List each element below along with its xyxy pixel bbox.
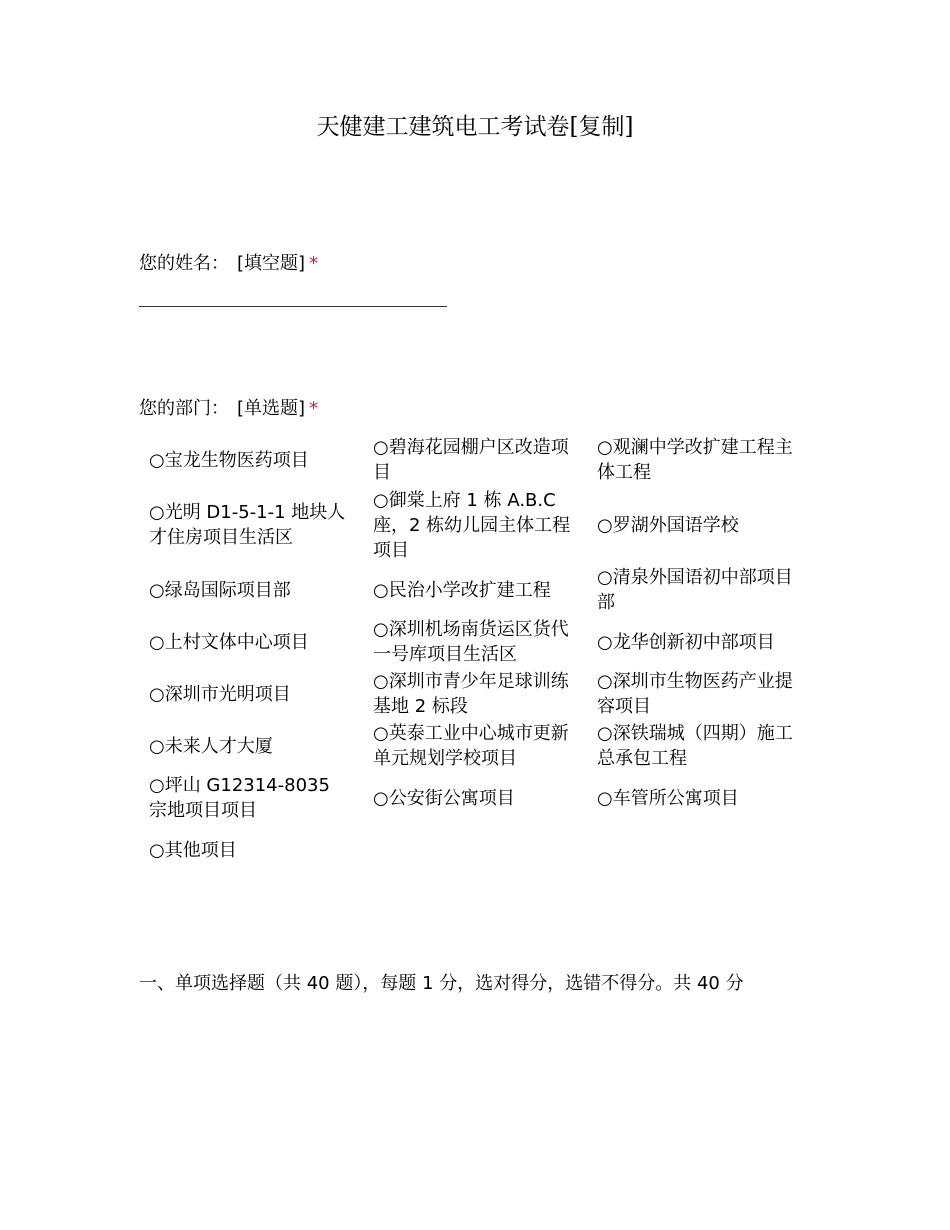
options-row [139, 616, 811, 668]
option-item[interactable]: ○碧海花园棚户区改造项目 [373, 437, 569, 483]
department-options [139, 434, 811, 876]
option-empty-cell [587, 824, 811, 876]
option-item[interactable]: ○罗湖外国语学校 [597, 514, 739, 536]
option-item[interactable]: ○深圳市生物医药产业提容项目 [597, 671, 793, 717]
option-item[interactable]: ○坪山 G12314-8035 宗地项目项目 [149, 775, 330, 821]
option-item[interactable]: ○清泉外国语初中部项目部 [597, 567, 793, 613]
option-item[interactable]: ○深圳市青少年足球训练基地 2 标段 [373, 671, 569, 717]
options-row [139, 824, 811, 876]
option-item[interactable]: ○民治小学改扩建工程 [373, 579, 551, 601]
option-empty-cell [363, 824, 587, 876]
option-item[interactable]: ○观澜中学改扩建工程主体工程 [597, 437, 793, 483]
option-item[interactable]: ○光明 D1-5-1-1 地块人才住房项目生活区 [149, 502, 346, 548]
question-type-tag: [单选题] [237, 398, 306, 419]
options-row [139, 486, 811, 564]
options-row [139, 434, 811, 486]
option-item[interactable]: ○上村文体中心项目 [149, 631, 309, 653]
page-title: 天健建工建筑电工考试卷[复制] [316, 114, 634, 140]
name-answer-line[interactable] [139, 306, 447, 307]
options-row [139, 772, 811, 824]
option-item[interactable]: ○御棠上府 1 栋 A.B.C 座，2 栋幼儿园主体工程项目 [373, 489, 571, 561]
option-item[interactable]: ○深铁瑞城（四期）施工总承包工程 [597, 723, 793, 769]
section-heading: 一、单项选择题（共 40 题），每题 1 分，选对得分，选错不得分。共 40 分 [139, 973, 744, 994]
option-item[interactable]: ○龙华创新初中部项目 [597, 631, 775, 653]
option-item[interactable]: ○宝龙生物医药项目 [149, 449, 309, 471]
question-name [139, 251, 318, 277]
required-mark: * [309, 253, 319, 274]
options-row [139, 668, 811, 720]
option-item[interactable]: ○英泰工业中心城市更新单元规划学校项目 [373, 723, 569, 769]
option-item[interactable]: ○未来人才大厦 [149, 735, 273, 757]
option-item[interactable]: ○深圳市光明项目 [149, 683, 291, 705]
question-label: 您的部门： [139, 398, 229, 419]
question-type-tag: [填空题] [237, 253, 306, 274]
option-item[interactable]: ○车管所公寓项目 [597, 787, 739, 809]
option-item[interactable]: ○其他项目 [149, 839, 237, 861]
option-item[interactable]: ○深圳机场南货运区货代一号库项目生活区 [373, 619, 569, 665]
option-item[interactable]: ○公安街公寓项目 [373, 787, 515, 809]
question-label: 您的姓名： [139, 253, 229, 274]
required-mark: * [309, 398, 319, 419]
question-department [139, 396, 318, 422]
options-row [139, 720, 811, 772]
options-row [139, 564, 811, 616]
option-item[interactable]: ○绿岛国际项目部 [149, 579, 291, 601]
